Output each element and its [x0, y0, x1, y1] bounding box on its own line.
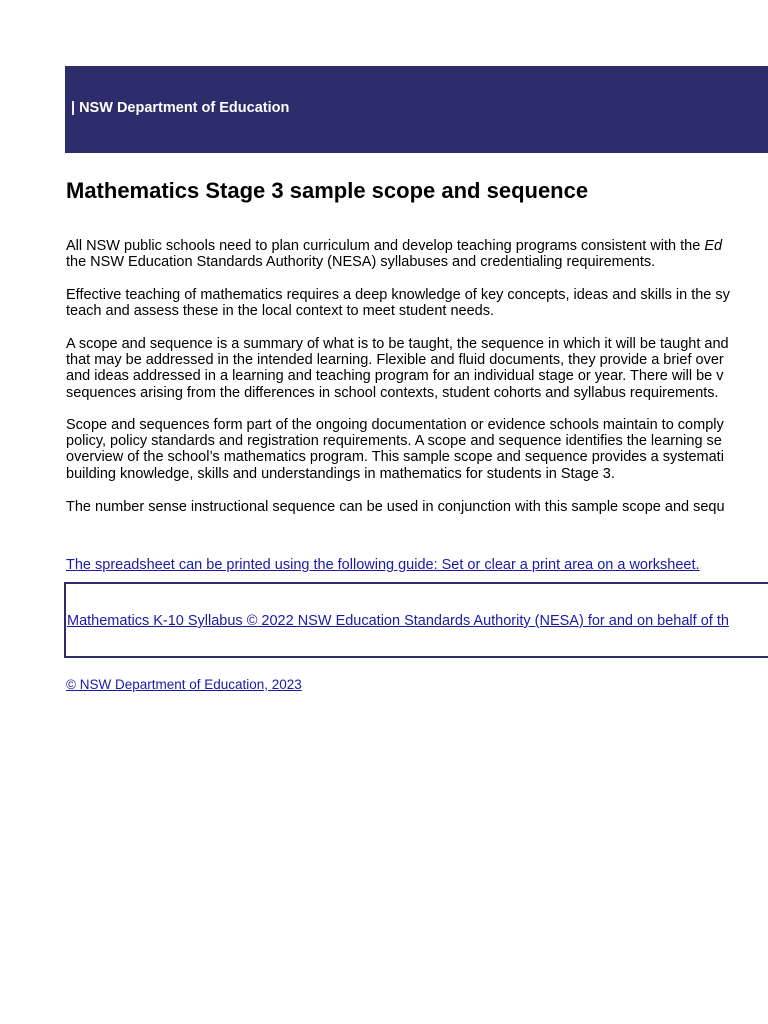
copyright-link[interactable]: © NSW Department of Education, 2023: [66, 677, 302, 692]
syllabus-notice-box: [64, 582, 768, 658]
paragraph-scope-definition: [66, 336, 729, 401]
department-name: | NSW Department of Education: [71, 100, 290, 116]
page-title: Mathematics Stage 3 sample scope and sequence: [66, 178, 589, 203]
paragraph-line: the NSW Education Standards Authority (NESA) syllabuses and credentialing requirements.: [66, 254, 656, 271]
paragraph-line: A scope and sequence is a summary of what is to be taught, the sequence in which it will be taught and: [66, 336, 729, 352]
header-banner: [65, 66, 768, 153]
paragraph-line: overview of the school’s mathematics program. This sample scope and sequence provides a systemati: [66, 449, 724, 466]
italic-document-title: Ed: [704, 238, 723, 254]
paragraph-line: Effective teaching of mathematics requires a deep knowledge of key concepts, ideas and skills in the sy: [66, 287, 730, 303]
print-guide-link[interactable]: The spreadsheet can be printed using the following guide: Set or clear a print area on a worksheet.: [66, 557, 700, 573]
paragraph-line: and ideas addressed in a learning and teaching program for an individual stage or year. There will be v: [66, 368, 724, 385]
paragraph-line: All NSW public schools need to plan curriculum and develop teaching programs consistent with the Ed: [66, 238, 723, 254]
paragraph-line: Scope and sequences form part of the ongoing documentation or evidence schools maintain to comply: [66, 417, 724, 433]
paragraph-line: The number sense instructional sequence can be used in conjunction with this sample scope and sequ: [66, 499, 725, 515]
paragraph-number-sense: [66, 499, 725, 515]
paragraph-line: that may be addressed in the intended learning. Flexible and fluid documents, they provide a brief over: [66, 352, 724, 369]
paragraph-line: teach and assess these in the local context to meet student needs.: [66, 303, 495, 320]
syllabus-link[interactable]: Mathematics K-10 Syllabus © 2022 NSW Education Standards Authority (NESA) for and on behalf of th: [67, 613, 729, 629]
paragraph-effective-teaching: [66, 287, 730, 319]
paragraph-line: sequences arising from the differences in school contexts, student cohorts and syllabus requirements.: [66, 384, 719, 401]
paragraph-documentation: [66, 417, 724, 482]
paragraph-line: building knowledge, skills and understandings in mathematics for students in Stage 3.: [66, 465, 615, 482]
paragraph-curriculum: [66, 238, 722, 270]
paragraph-line: policy, policy standards and registration requirements. A scope and sequence identifies the learning se: [66, 433, 722, 450]
